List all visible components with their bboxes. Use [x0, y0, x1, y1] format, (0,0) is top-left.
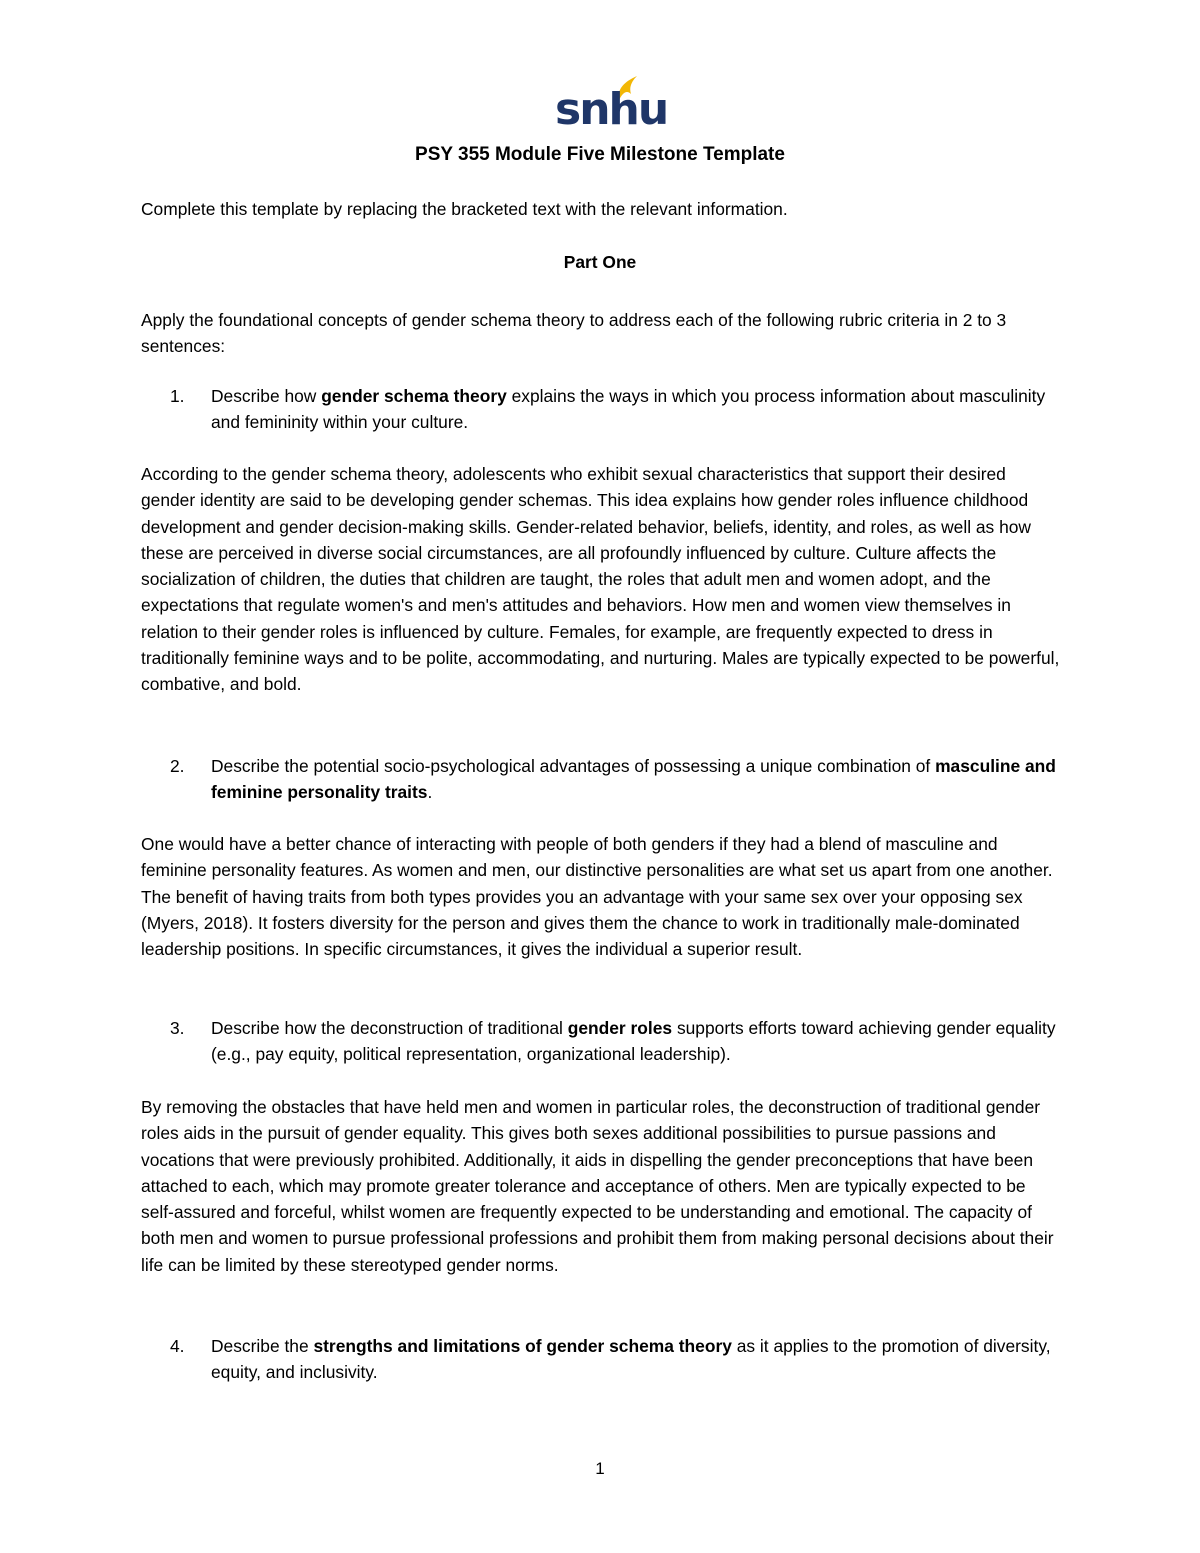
answer-1: According to the gender schema theory, adolescents who exhibit sexual characteristics that support their desired gender identity are said to be developing gender schemas. This idea explains how gender roles influence childhood development and gender decision-making skills. Gender-related behavior, beliefs, identity, and roles, as well as how these are perceived in diverse social circumstances, are all profoundly influenced by culture. Culture affects the socialization of children, the duties that children are taught, the roles that adult men and women adopt, and the expectations that regulate women's and men's attitudes and behaviors. How men and women view themselves in relation to their gender roles is influenced by culture. Females, for example, are frequently expected to dress in traditionally feminine ways and to be polite, accommodating, and nurturing. Males are typically expected to be powerful, combative, and bold. — [141, 464, 1060, 695]
logo-text: snhu — [555, 84, 668, 135]
page-number: 1 — [595, 1459, 605, 1478]
question-2 — [170, 753, 1070, 806]
question-number: 1. — [170, 386, 185, 406]
answer-3: By removing the obstacles that have held men and women in particular roles, the deconstruction of traditional gender roles aids in the pursuit of gender equality. This gives both sexes additional possibilities to pursue passions and vocations that were previously prohibited. Additionally, it aids in dispelling the gender preconceptions that have been attached to each, which may promote greater tolerance and acceptance of others. Men are typically expected to be self-assured and forceful, whilst women are frequently expected to be understanding and emotional. The capacity of both men and women to pursue professional professions and prohibit them from making personal decisions about their life can be limited by these stereotyped gender norms. — [141, 1097, 1054, 1275]
question-number: 4. — [170, 1336, 185, 1356]
question-text: Describe the strengths and limitations of gender schema theory as it applies to the promotion of diversity, equity, and inclusivity. — [211, 1336, 1051, 1383]
question-number: 2. — [170, 756, 185, 776]
answer-2: One would have a better chance of interacting with people of both genders if they had a blend of masculine and feminine personality features. As women and men, our distinctive personalities are what set us apart from one another. The benefit of having traits from both types provides you an advantage with your same sex over your opposing sex (Myers, 2018). It fosters diversity for the person and gives them the chance to work in traditionally male-dominated leadership positions. In specific circumstances, it gives the individual a superior result. — [141, 834, 1053, 960]
instructions-text: Apply the foundational concepts of gender schema theory to address each of the following rubric criteria in 2 to 3 sentences: — [141, 310, 1007, 357]
page-title: PSY 355 Module Five Milestone Template — [415, 144, 785, 165]
intro-text: Complete this template by replacing the bracketed text with the relevant information. — [141, 199, 788, 219]
question-text: Describe how the deconstruction of traditional gender roles supports efforts toward achieving gender equality (e.g., pay equity, political representation, organizational leadership). — [211, 1018, 1056, 1065]
question-3 — [170, 1015, 1070, 1068]
question-1 — [170, 383, 1070, 436]
question-text: Describe how gender schema theory explains the ways in which you process information about masculinity and femininity within your culture. — [211, 386, 1046, 433]
question-number: 3. — [170, 1018, 185, 1038]
question-text: Describe the potential socio-psychological advantages of possessing a unique combination of masculine and feminine personality traits. — [211, 756, 1056, 803]
part-heading: Part One — [563, 252, 637, 272]
snhu-logo — [555, 74, 668, 135]
question-4 — [170, 1333, 1070, 1386]
